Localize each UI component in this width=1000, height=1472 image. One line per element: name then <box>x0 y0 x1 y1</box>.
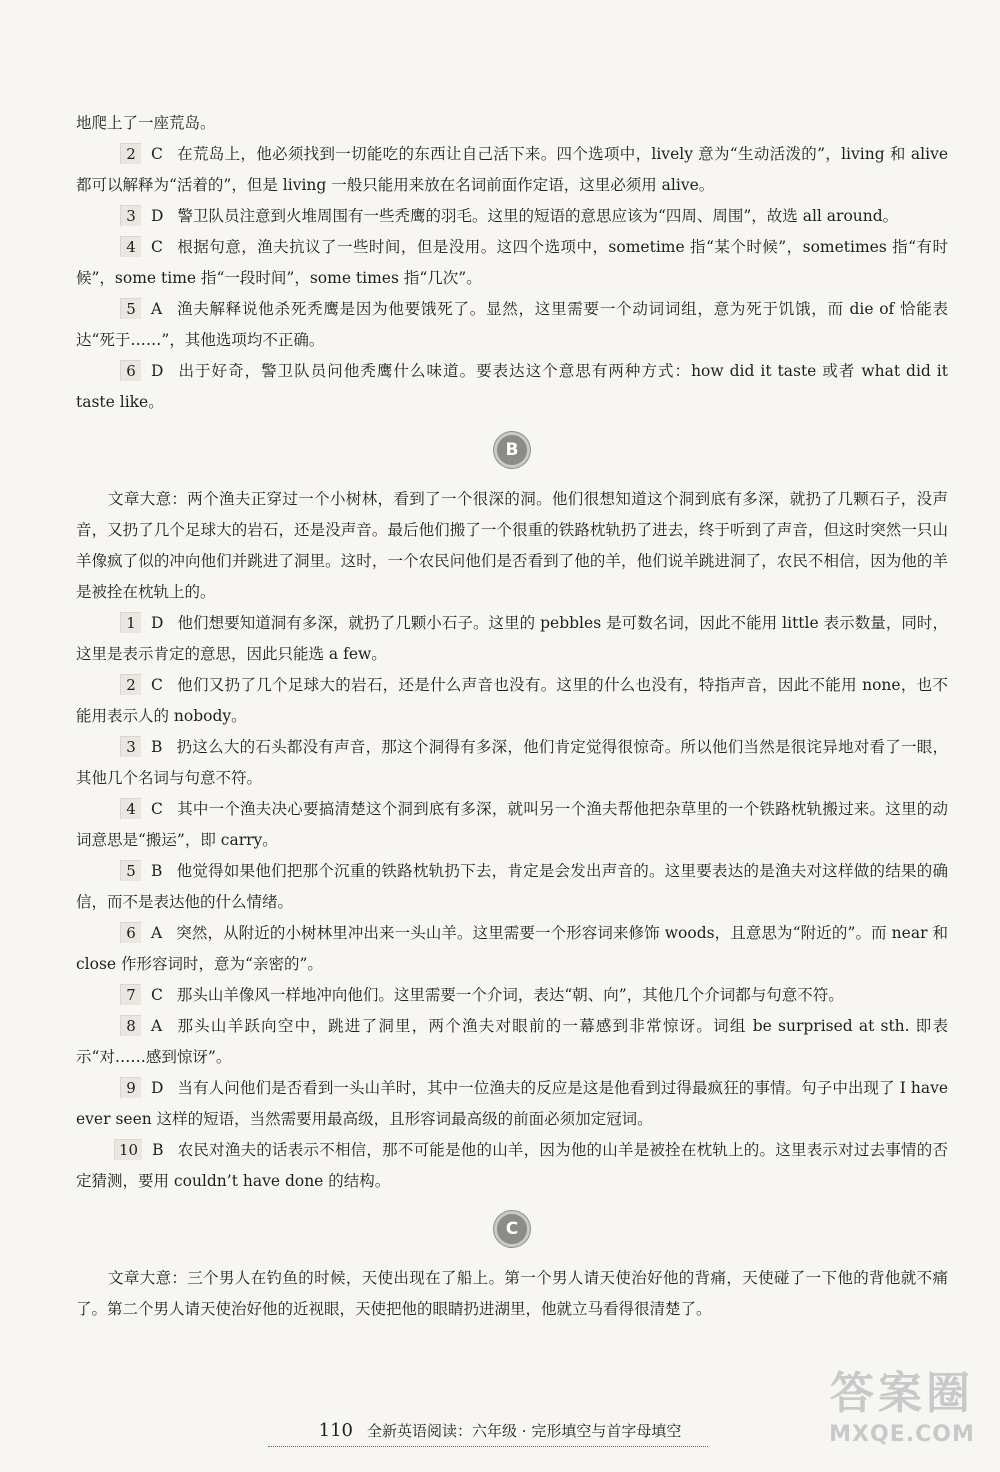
item-answer: D <box>151 362 164 380</box>
answer-item <box>76 732 948 794</box>
item-answer: B <box>151 862 163 880</box>
section-b-summary: 文章大意：两个渔夫正穿过一个小树林，看到了一个很深的洞。他们很想知道这个洞到底有多深，就扔了几颗石子，没声音，又扔了几个足球大的岩石，还是没声音。最后他们搬了一个很重的铁路枕轨扔了进去，终于听到了声音，但这时突然一只山羊像疯了似的冲向他们并跳进了洞里。这时，一个农民问他们是否看到了他的羊，他们说羊跳进洞了，农民不相信，因为他的羊是被拴在枕轨上的。 <box>76 490 948 601</box>
answer-item <box>76 670 948 732</box>
item-answer: C <box>151 800 163 818</box>
book-title: 全新英语阅读：六年级 · 完形填空与首字母填空 <box>367 1422 682 1440</box>
item-number: 7 <box>120 984 141 1005</box>
item-explanation: 在荒岛上，他必须找到一切能吃的东西让自己活下来。四个选项中，lively 意为“生动活泼的”，living 和 alive 都可以解释为“活着的”，但是 living 一般只能用来放在名词前面作定语，这里必须用 alive。 <box>76 145 948 194</box>
item-number: 2 <box>120 674 141 695</box>
item-explanation: 当有人问他们是否看到一头山羊时，其中一位渔夫的反应是这是他看到过得最疯狂的事情。句子中出现了 I have ever seen 这样的短语，当然需要用最高级，且形容词最高级的前面必须加定冠词。 <box>76 1079 948 1128</box>
item-explanation: 出于好奇，警卫队员问他秃鹰什么味道。要表达这个意思有两种方式：how did it taste 或者 what did it taste like。 <box>76 362 948 411</box>
answer-item <box>76 356 948 418</box>
item-number: 6 <box>120 360 141 381</box>
item-answer: B <box>151 738 163 756</box>
answer-item <box>76 980 948 1011</box>
answer-item <box>76 1073 948 1135</box>
watermark <box>812 1366 992 1466</box>
section-c-badge: C <box>494 1211 530 1247</box>
item-answer: C <box>151 238 163 256</box>
item-explanation: 他们想要知道洞有多深，就扔了几颗小石子。这里的 pebbles 是可数名词，因此不能用 little 表示数量，同时，这里是表示肯定的意思，因此只能选 a few。 <box>76 614 948 663</box>
answer-item <box>76 856 948 918</box>
item-number: 3 <box>120 736 141 757</box>
item-explanation: 扔这么大的石头都没有声音，那这个洞得有多深，他们肯定觉得很惊奇。所以他们当然是很诧异地对看了一眼，其他几个名词与句意不符。 <box>76 738 948 787</box>
item-number: 2 <box>120 143 141 164</box>
item-answer: D <box>151 614 164 632</box>
item-answer: A <box>151 300 163 318</box>
item-explanation: 渔夫解释说他杀死秃鹰是因为他要饿死了。显然，这里需要一个动词词组，意为死于饥饿，而 die of 恰能表达“死于……”，其他选项均不正确。 <box>76 300 948 349</box>
section-b-badge: B <box>494 432 530 468</box>
item-answer: C <box>151 145 163 163</box>
item-answer: B <box>152 1141 164 1159</box>
answer-item <box>76 1011 948 1073</box>
section-a <box>76 108 948 418</box>
item-number: 10 <box>114 1139 142 1160</box>
item-number: 3 <box>120 205 141 226</box>
item-answer: C <box>151 676 163 694</box>
item-explanation: 他觉得如果他们把那个沉重的铁路枕轨扔下去，肯定是会发出声音的。这里要表达的是渔夫对这样做的结果的确信，而不是表达他的什么情绪。 <box>76 862 948 911</box>
answer-item <box>76 232 948 294</box>
item-answer: A <box>151 1017 163 1035</box>
answer-item <box>76 918 948 980</box>
item-explanation: 他们又扔了几个足球大的岩石，还是什么声音也没有。这里的什么也没有，特指声音，因此不能用 none，也不能用表示人的 nobody。 <box>76 676 948 725</box>
section-c <box>76 1263 948 1325</box>
item-answer: D <box>151 207 164 225</box>
item-explanation: 其中一个渔夫决心要搞清楚这个洞到底有多深，就叫另一个渔夫帮他把杂草里的一个铁路枕轨搬过来。这里的动词意思是“搬运”，即 carry。 <box>76 800 948 849</box>
section-b-header <box>76 418 948 484</box>
item-explanation: 突然，从附近的小树林里冲出来一头山羊。这里需要一个形容词来修饰 woods，且意思为“附近的”。而 near 和 close 作形容词时，意为“亲密的”。 <box>76 924 948 973</box>
answer-item <box>76 1135 948 1197</box>
section-a-items <box>76 139 948 418</box>
item-explanation: 农民对渔夫的话表示不相信，那不可能是他的山羊，因为他的山羊是被拴在枕轨上的。这里表示对过去事情的否定猜测，要用 couldn’t have done 的结构。 <box>76 1141 948 1190</box>
item-explanation: 警卫队员注意到火堆周围有一些秃鹰的羽毛。这里的短语的意思应该为“四周、周围”，故选 all around。 <box>177 207 899 225</box>
watermark-logo: 答案圈 <box>830 1368 974 1419</box>
item-number: 5 <box>120 298 141 319</box>
item-number: 5 <box>120 860 141 881</box>
answer-item <box>76 139 948 201</box>
answer-item <box>76 294 948 356</box>
item-number: 6 <box>120 922 141 943</box>
item-number: 4 <box>120 798 141 819</box>
item-number: 4 <box>120 236 141 257</box>
footer-rule <box>268 1446 708 1447</box>
item-answer: A <box>151 924 163 942</box>
item-number: 9 <box>120 1077 141 1098</box>
answer-item <box>76 794 948 856</box>
section-c-header <box>76 1197 948 1263</box>
item-number: 8 <box>120 1015 141 1036</box>
item-explanation: 那头山羊像风一样地冲向他们。这里需要一个介词，表达“朝、向”，其他几个介词都与句意不符。 <box>176 986 844 1004</box>
page-body <box>76 108 948 1325</box>
item-explanation: 根据句意，渔夫抗议了一些时间，但是没用。这四个选项中，sometime 指“某个时候”，sometimes 指“有时候”，some time 指“一段时间”，some times 指“几次”。 <box>76 238 948 287</box>
section-b <box>76 484 948 1197</box>
continuation-text: 地爬上了一座荒岛。 <box>76 114 216 132</box>
watermark-url: MXQE.COM <box>829 1422 975 1447</box>
answer-item <box>76 201 948 232</box>
item-number: 1 <box>120 612 141 633</box>
item-answer: C <box>151 986 163 1004</box>
section-c-summary: 文章大意：三个男人在钓鱼的时候，天使出现在了船上。第一个男人请天使治好他的背痛，天使碰了一下他的背他就不痛了。第二个男人请天使治好他的近视眼，天使把他的眼睛扔进湖里，他就立马看得很清楚了。 <box>76 1269 948 1318</box>
item-answer: D <box>151 1079 164 1097</box>
answer-item <box>76 608 948 670</box>
page-number: 110 <box>318 1420 354 1441</box>
item-explanation: 那头山羊跃向空中，跳进了洞里，两个渔夫对眼前的一幕感到非常惊讶。词组 be surprised at sth. 即表示“对……感到惊讶”。 <box>76 1017 948 1066</box>
